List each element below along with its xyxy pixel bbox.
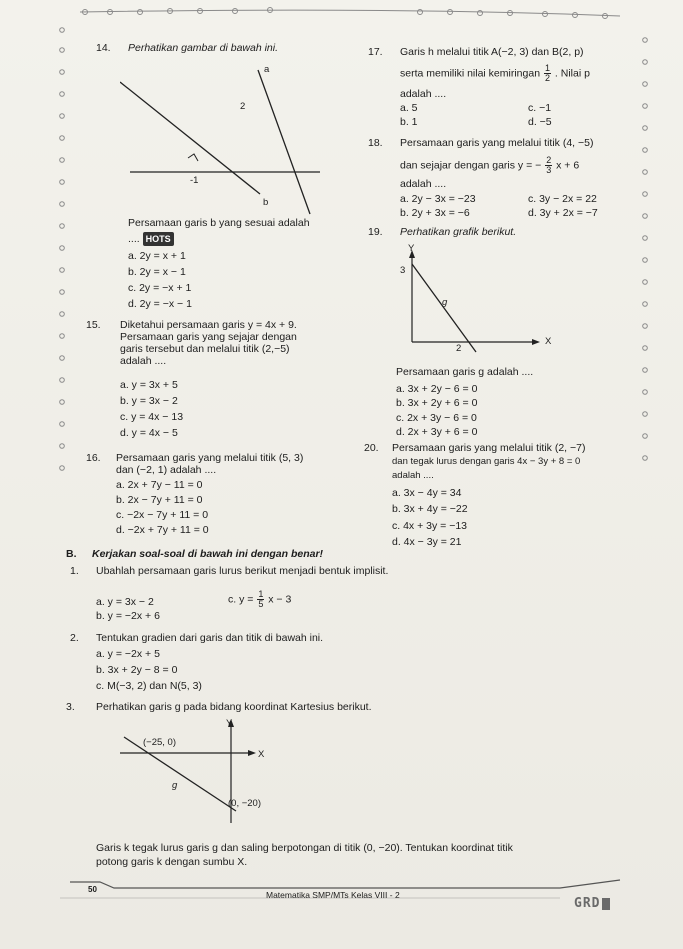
essay-2-number: 2. xyxy=(70,632,79,644)
q16-option-b: b. 2x − 7y + 11 = 0 xyxy=(116,494,203,506)
q18-line-2a: dan sejajar dengan garis y = − xyxy=(400,159,542,172)
essay-2-b: b. 3x + 2y − 8 = 0 xyxy=(96,664,178,676)
q14-label-neg1: -1 xyxy=(190,175,199,186)
q19-label-y: Y xyxy=(408,243,415,254)
q17-fraction xyxy=(544,64,551,83)
q20-option-a: a. 3x − 4y = 34 xyxy=(392,487,462,499)
essay-1-text: Ubahlah persamaan garis lurus berikut menjadi bentuk implisit. xyxy=(96,565,389,577)
q14-option-b: b. 2y = x − 1 xyxy=(128,266,186,278)
q14-number: 14. xyxy=(96,42,111,54)
hots-badge: HOTS xyxy=(143,232,174,246)
q18-fraction xyxy=(545,156,552,175)
q17-line-2 xyxy=(400,64,590,83)
q15-line-2: Persamaan garis yang sejajar dengan xyxy=(120,331,297,343)
q18-fraction-num: 2 xyxy=(546,155,552,165)
q17-line-2a: serta memiliki nilai kemiringan xyxy=(400,67,541,80)
q18-line-3: adalah .... xyxy=(400,178,447,190)
q15-option-c: c. y = 4x − 13 xyxy=(120,411,184,423)
q19-question: Persamaan garis g adalah .... xyxy=(396,366,534,378)
q18-option-a: a. 2y − 3x = −23 xyxy=(400,193,476,205)
essay-3-label-x: X xyxy=(258,749,265,760)
q18-line-2b: x + 6 xyxy=(556,159,580,172)
q14-option-d: d. 2y = −x − 1 xyxy=(128,298,192,310)
essay-1-b: b. y = −2x + 6 xyxy=(96,610,160,622)
q19-option-b: b. 3x + 2y + 6 = 0 xyxy=(396,397,478,409)
essay-3-text: Perhatikan garis g pada bidang koordinat Kartesius berikut. xyxy=(96,701,372,713)
q16-option-a: a. 2x + 7y − 11 = 0 xyxy=(116,479,203,491)
essay-2-a: a. y = −2x + 5 xyxy=(96,648,160,660)
q18-number: 18. xyxy=(368,137,383,149)
brand-text: GRD xyxy=(574,896,601,911)
section-b-title: Kerjakan soal-soal di bawah ini dengan benar! xyxy=(92,548,324,560)
q17-line-2b: . Nilai p xyxy=(554,67,590,80)
brand-mark-icon xyxy=(602,898,610,910)
q18-line-2 xyxy=(400,156,579,175)
essay-3-label-p1: (−25, 0) xyxy=(143,737,177,748)
q18-option-d: d. 3y + 2x = −7 xyxy=(528,207,598,219)
essay-1-c-post: x − 3 xyxy=(268,593,292,606)
q17-option-c: c. −1 xyxy=(528,102,552,114)
q16-line-1: Persamaan garis yang melalui titik (5, 3) xyxy=(116,452,304,464)
q20-option-d: d. 4x − 3y = 21 xyxy=(392,536,462,548)
essay-1-fraction-den: 5 xyxy=(258,599,264,609)
q20-number: 20. xyxy=(364,442,379,454)
q16-number: 16. xyxy=(86,452,101,464)
q19-prompt: Perhatikan grafik berikut. xyxy=(400,226,517,238)
q17-number: 17. xyxy=(368,46,383,58)
q19-label-x: X xyxy=(545,336,552,347)
q15-option-b: b. y = 3x − 2 xyxy=(120,395,178,407)
q19-option-c: c. 2x + 3y − 6 = 0 xyxy=(396,412,477,424)
q17-option-a: a. 5 xyxy=(400,102,418,114)
page-number: 50 xyxy=(88,885,97,894)
q19-option-a: a. 3x + 2y − 6 = 0 xyxy=(396,383,478,395)
q18-option-b: b. 2y + 3x = −6 xyxy=(400,207,470,219)
essay-3-text-2: Garis k tegak lurus garis g dan saling berpotongan di titik (0, −20). Tentukan koordinat titik xyxy=(96,842,513,854)
q14-label-b: b xyxy=(263,197,269,208)
q16-line-2: dan (−2, 1) adalah .... xyxy=(116,464,217,476)
q15-line-3: garis tersebut dan melalui titik (2,−5) xyxy=(120,343,290,355)
q15-option-a: a. y = 3x + 5 xyxy=(120,379,178,391)
q19-label-g: g xyxy=(442,297,448,308)
essay-2-c: c. M(−3, 2) dan N(5, 3) xyxy=(96,680,202,692)
q14-dots-row xyxy=(128,232,174,246)
q15-line-4: adalah .... xyxy=(120,355,167,367)
q20-line-1: Persamaan garis yang melalui titik (2, −7) xyxy=(392,442,586,454)
q15-option-d: d. y = 4x − 5 xyxy=(120,427,178,439)
q17-option-d: d. −5 xyxy=(528,116,552,128)
q18-option-c: c. 3y − 2x = 22 xyxy=(528,193,597,205)
q18-line-1: Persamaan garis yang melalui titik (4, −5) xyxy=(400,137,594,149)
q18-fraction-den: 3 xyxy=(546,165,552,175)
brand-logo xyxy=(574,896,610,911)
essay-3-label-p2: (0, −20) xyxy=(228,798,262,809)
q16-option-d: d. −2x + 7y + 11 = 0 xyxy=(116,524,209,536)
q14-option-a: a. 2y = x + 1 xyxy=(128,250,186,262)
q15-number: 15. xyxy=(86,319,101,331)
essay-1-a: a. y = 3x − 2 xyxy=(96,596,154,608)
q20-option-c: c. 4x + 3y = −13 xyxy=(392,520,468,532)
q14-option-c: c. 2y = −x + 1 xyxy=(128,282,192,294)
q20-line-2: dan tegak lurus dengan garis 4x − 3y + 8 = 0 xyxy=(392,456,581,467)
essay-3-text-3: potong garis k dengan sumbu X. xyxy=(96,856,248,868)
q17-option-b: b. 1 xyxy=(400,116,418,128)
q14-line-a xyxy=(258,70,310,214)
q14-label-a: a xyxy=(264,64,270,75)
essay-1-c-pre: c. y = xyxy=(228,593,254,606)
q17-line-1: Garis h melalui titik A(−2, 3) dan B(2, p) xyxy=(400,46,584,58)
essay-1-fraction xyxy=(257,590,264,609)
q19-label-3: 3 xyxy=(400,265,406,276)
essay-3-label-y: Y xyxy=(226,718,233,729)
essay-3-label-g: g xyxy=(172,780,178,791)
essay-3-number: 3. xyxy=(66,701,75,713)
q14-figure xyxy=(120,62,320,222)
q17-fraction-den: 2 xyxy=(544,73,550,83)
q14-prompt: Perhatikan gambar di bawah ini. xyxy=(128,42,279,54)
book-title: Matematika SMP/MTs Kelas VIII - 2 xyxy=(266,890,400,900)
q16-option-c: c. −2x − 7y + 11 = 0 xyxy=(116,509,209,521)
q19-graph xyxy=(396,240,556,360)
q17-fraction-num: 1 xyxy=(544,63,550,73)
q14-dots: .... xyxy=(128,233,140,245)
essay-2-text: Tentukan gradien dari garis dan titik di bawah ini. xyxy=(96,632,324,644)
q14-question: Persamaan garis b yang sesuai adalah xyxy=(128,217,310,229)
q14-label-2: 2 xyxy=(240,101,246,112)
essay-1-number: 1. xyxy=(70,565,79,577)
essay-1-c xyxy=(228,590,291,609)
section-b-label: B. xyxy=(66,548,77,560)
essay-3-line-g xyxy=(124,737,236,811)
essay-1-fraction-num: 1 xyxy=(258,589,264,599)
q19-label-2: 2 xyxy=(456,343,462,354)
q19-option-d: d. 2x + 3y + 6 = 0 xyxy=(396,426,478,438)
q15-line-1: Diketahui persamaan garis y = 4x + 9. xyxy=(120,319,297,331)
q17-line-3: adalah .... xyxy=(400,88,447,100)
q20-line-3: adalah .... xyxy=(392,470,434,481)
q19-number: 19. xyxy=(368,226,383,238)
q20-option-b: b. 3x + 4y = −22 xyxy=(392,503,468,515)
